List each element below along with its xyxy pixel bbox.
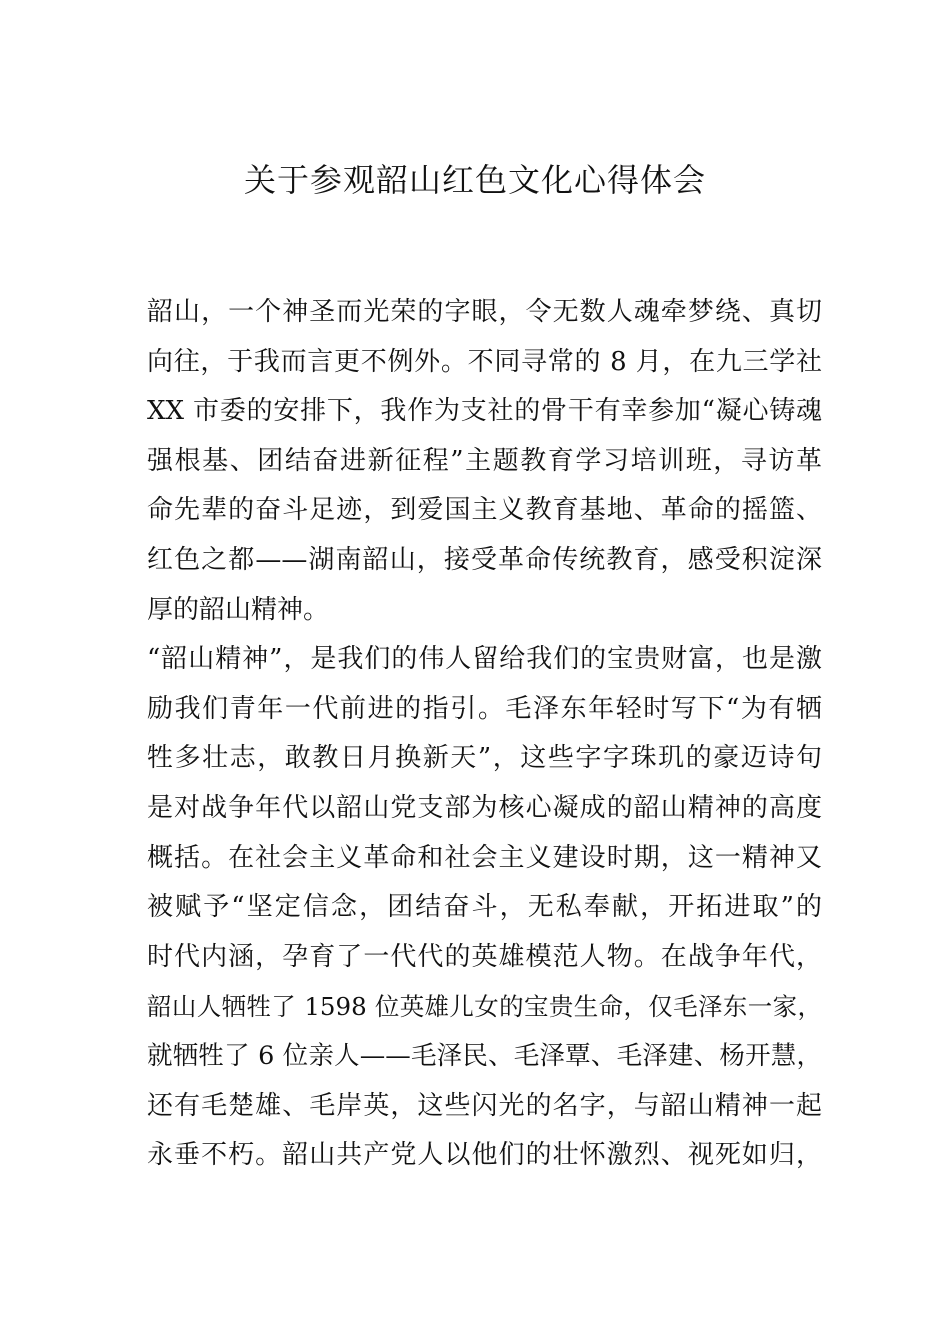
body-line: 韶山，一个神圣而光荣的字眼，令无数人魂牵梦绕、真切 xyxy=(147,297,822,327)
body-line: 还有毛楚雄、毛岸英，这些闪光的名字，与韶山精神一起 xyxy=(147,1090,822,1121)
body-line: 永垂不朽。韶山共产党人以他们的壮怀激烈、视死如归， xyxy=(147,1140,822,1171)
body-line: 向往，于我而言更不例外。不同寻常的 8 月，在九三学社 xyxy=(147,346,822,377)
body-line: 韶山人牺牲了 1598 位英雄儿女的宝贵生命，仅毛泽东一家， xyxy=(147,992,822,1022)
document-body xyxy=(147,288,822,1181)
body-line: 牲多壮志，敢教日月换新天”，这些字字珠玑的豪迈诗句 xyxy=(147,743,822,774)
body-line: 就牺牲了 6 位亲人——毛泽民、毛泽覃、毛泽建、杨开慧， xyxy=(147,1040,822,1071)
body-line: 是对战争年代以韶山党支部为核心凝成的韶山精神的高度 xyxy=(147,792,822,823)
body-line: 厚的韶山精神。 xyxy=(147,594,330,625)
body-line: 被赋予“坚定信念，团结奋斗，无私奉献，开拓进取”的 xyxy=(147,892,822,923)
body-line: 强根基、团结奋进新征程”主题教育学习培训班，寻访革 xyxy=(147,445,822,476)
body-line: 命先辈的奋斗足迹，到爱国主义教育基地、革命的摇篮、 xyxy=(147,495,822,526)
body-line: XX 市委的安排下，我作为支社的骨干有幸参加“凝心铸魂 xyxy=(147,396,822,427)
body-line: 励我们青年一代前进的指引。毛泽东年轻时写下“为有牺 xyxy=(147,693,822,724)
document-title: 关于参观韶山红色文化心得体会 xyxy=(243,161,706,199)
body-line: 时代内涵，孕育了一代代的英雄模范人物。在战争年代， xyxy=(147,941,822,972)
body-line: 红色之都——湖南韶山，接受革命传统教育，感受积淀深 xyxy=(147,544,822,575)
body-line: “韶山精神”，是我们的伟人留给我们的宝贵财富，也是激 xyxy=(147,644,822,675)
body-line: 概括。在社会主义革命和社会主义建设时期，这一精神又 xyxy=(147,842,822,873)
